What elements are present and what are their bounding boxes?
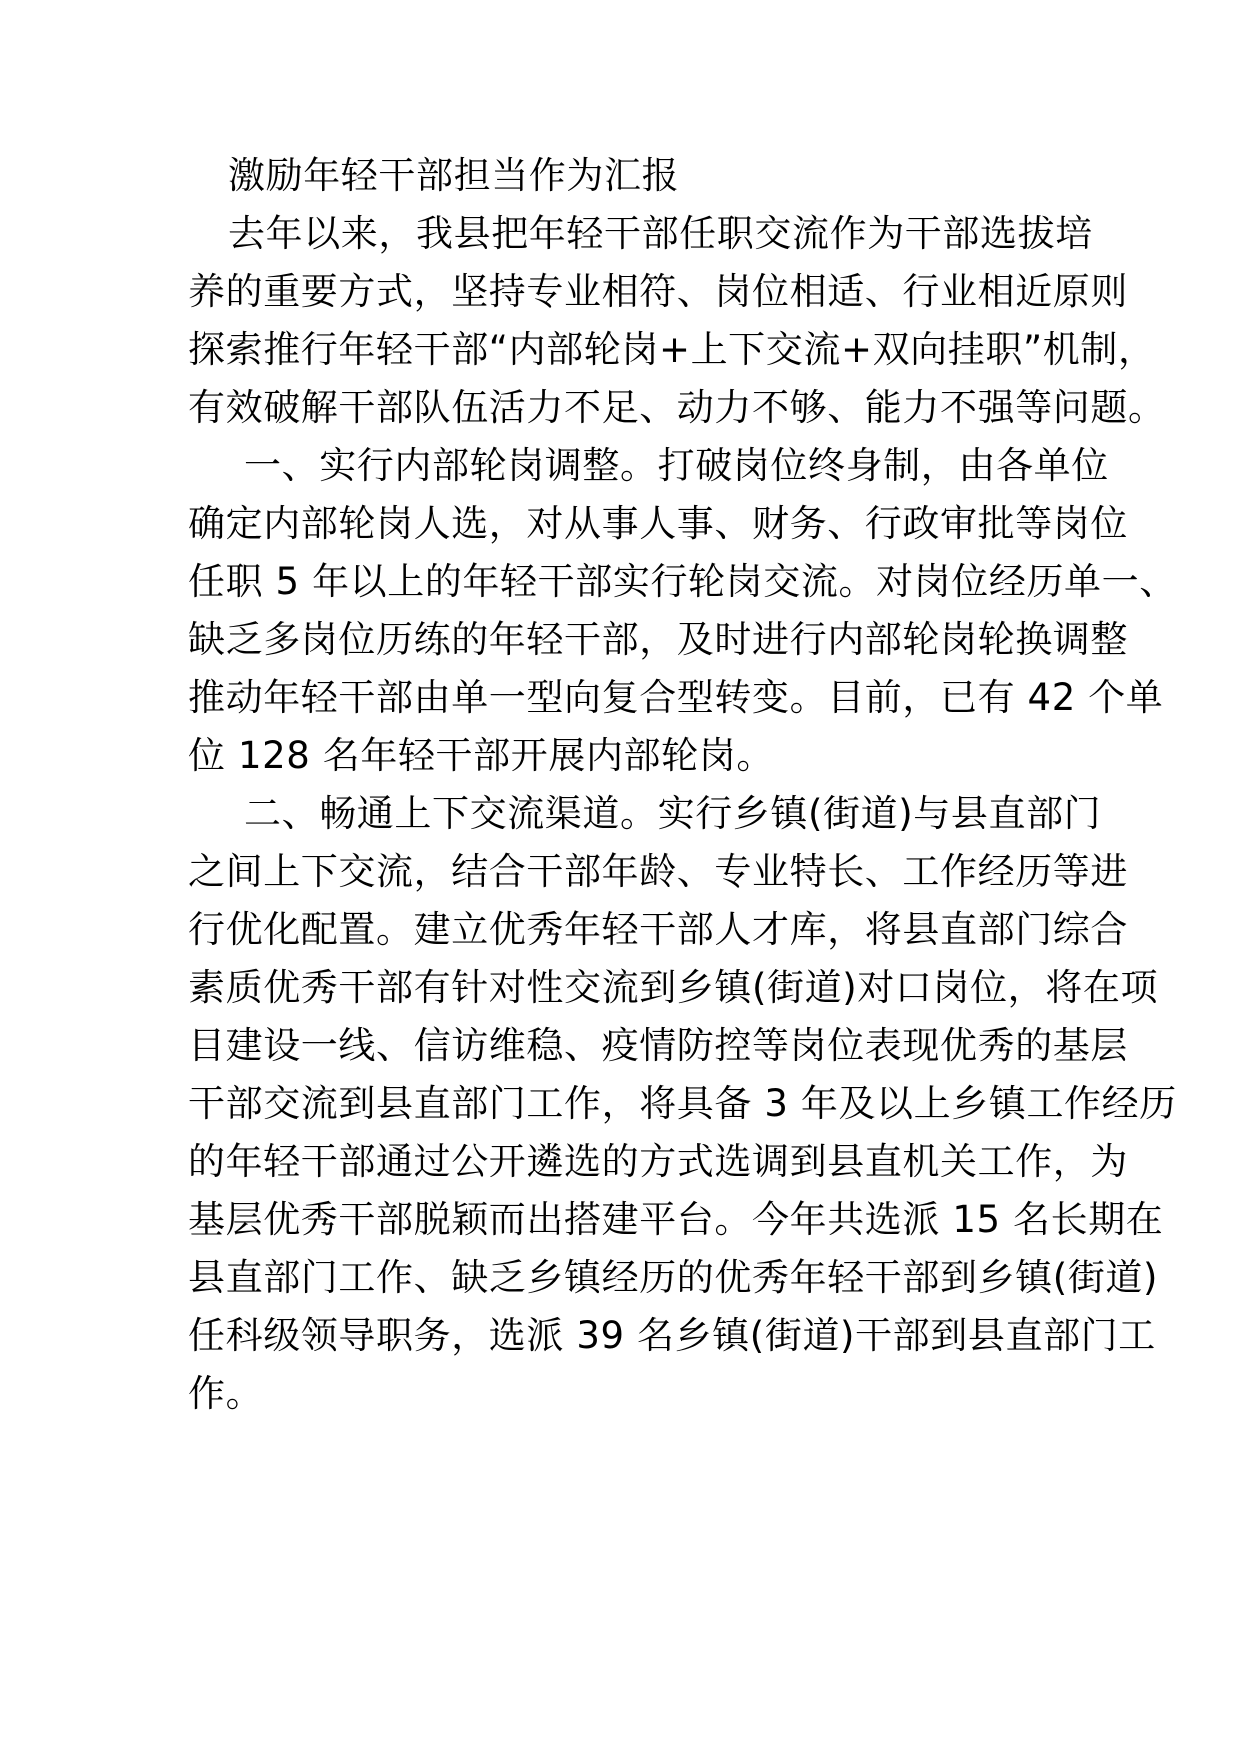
section1-line-5: 推动年轻干部由单一型向复合型转变。目前，已有 42 个单 — [188, 676, 1164, 719]
section1-heading-line: 一、实行内部轮岗调整。打破岗位终身制，由各单位 — [244, 444, 1109, 487]
section2-line-7: 的年轻干部通过公开遴选的方式选调到县直机关工作，为 — [188, 1140, 1128, 1183]
section2-line-10: 任科级领导职务，选派 39 名乡镇(街道)干部到县直部门工 — [188, 1314, 1156, 1357]
section2-line-6: 干部交流到县直部门工作，将具备 3 年及以上乡镇工作经历 — [188, 1082, 1177, 1125]
section2-line-11: 作。 — [188, 1372, 264, 1415]
intro-line-1: 去年以来，我县把年轻干部任职交流作为干部选拔培 — [228, 212, 1093, 255]
document-title: 激励年轻干部担当作为汇报 — [228, 154, 680, 197]
section1-line-4: 缺乏多岗位历练的年轻干部，及时进行内部轮岗轮换调整 — [188, 618, 1128, 661]
section1-line-3: 任职 5 年以上的年轻干部实行轮岗交流。对岗位经历单一、 — [188, 560, 1177, 603]
section2-line-9: 县直部门工作、缺乏乡镇经历的优秀年轻干部到乡镇(街道) — [188, 1256, 1159, 1299]
intro-line-2: 养的重要方式，坚持专业相符、岗位相适、行业相近原则 — [188, 270, 1128, 313]
section2-line-5: 目建设一线、信访维稳、疫情防控等岗位表现优秀的基层 — [188, 1024, 1128, 1067]
section2-line-2: 之间上下交流，结合干部年龄、专业特长、工作经历等进 — [188, 850, 1128, 893]
intro-line-3: 探索推行年轻干部“内部轮岗+上下交流+双向挂职”机制， — [188, 328, 1156, 371]
section2-line-8: 基层优秀干部脱颖而出搭建平台。今年共选派 15 名长期在 — [188, 1198, 1164, 1241]
section1-line-6: 位 128 名年轻干部开展内部轮岗。 — [188, 734, 774, 777]
section2-line-3: 行优化配置。建立优秀年轻干部人才库，将县直部门综合 — [188, 908, 1128, 951]
section2-heading-line: 二、畅通上下交流渠道。实行乡镇(街道)与县直部门 — [244, 792, 1102, 835]
section2-line-4: 素质优秀干部有针对性交流到乡镇(街道)对口岗位，将在项 — [188, 966, 1159, 1009]
intro-line-4: 有效破解干部队伍活力不足、动力不够、能力不强等问题。 — [188, 386, 1166, 429]
section1-line-2: 确定内部轮岗人选，对从事人事、财务、行政审批等岗位 — [188, 502, 1128, 545]
